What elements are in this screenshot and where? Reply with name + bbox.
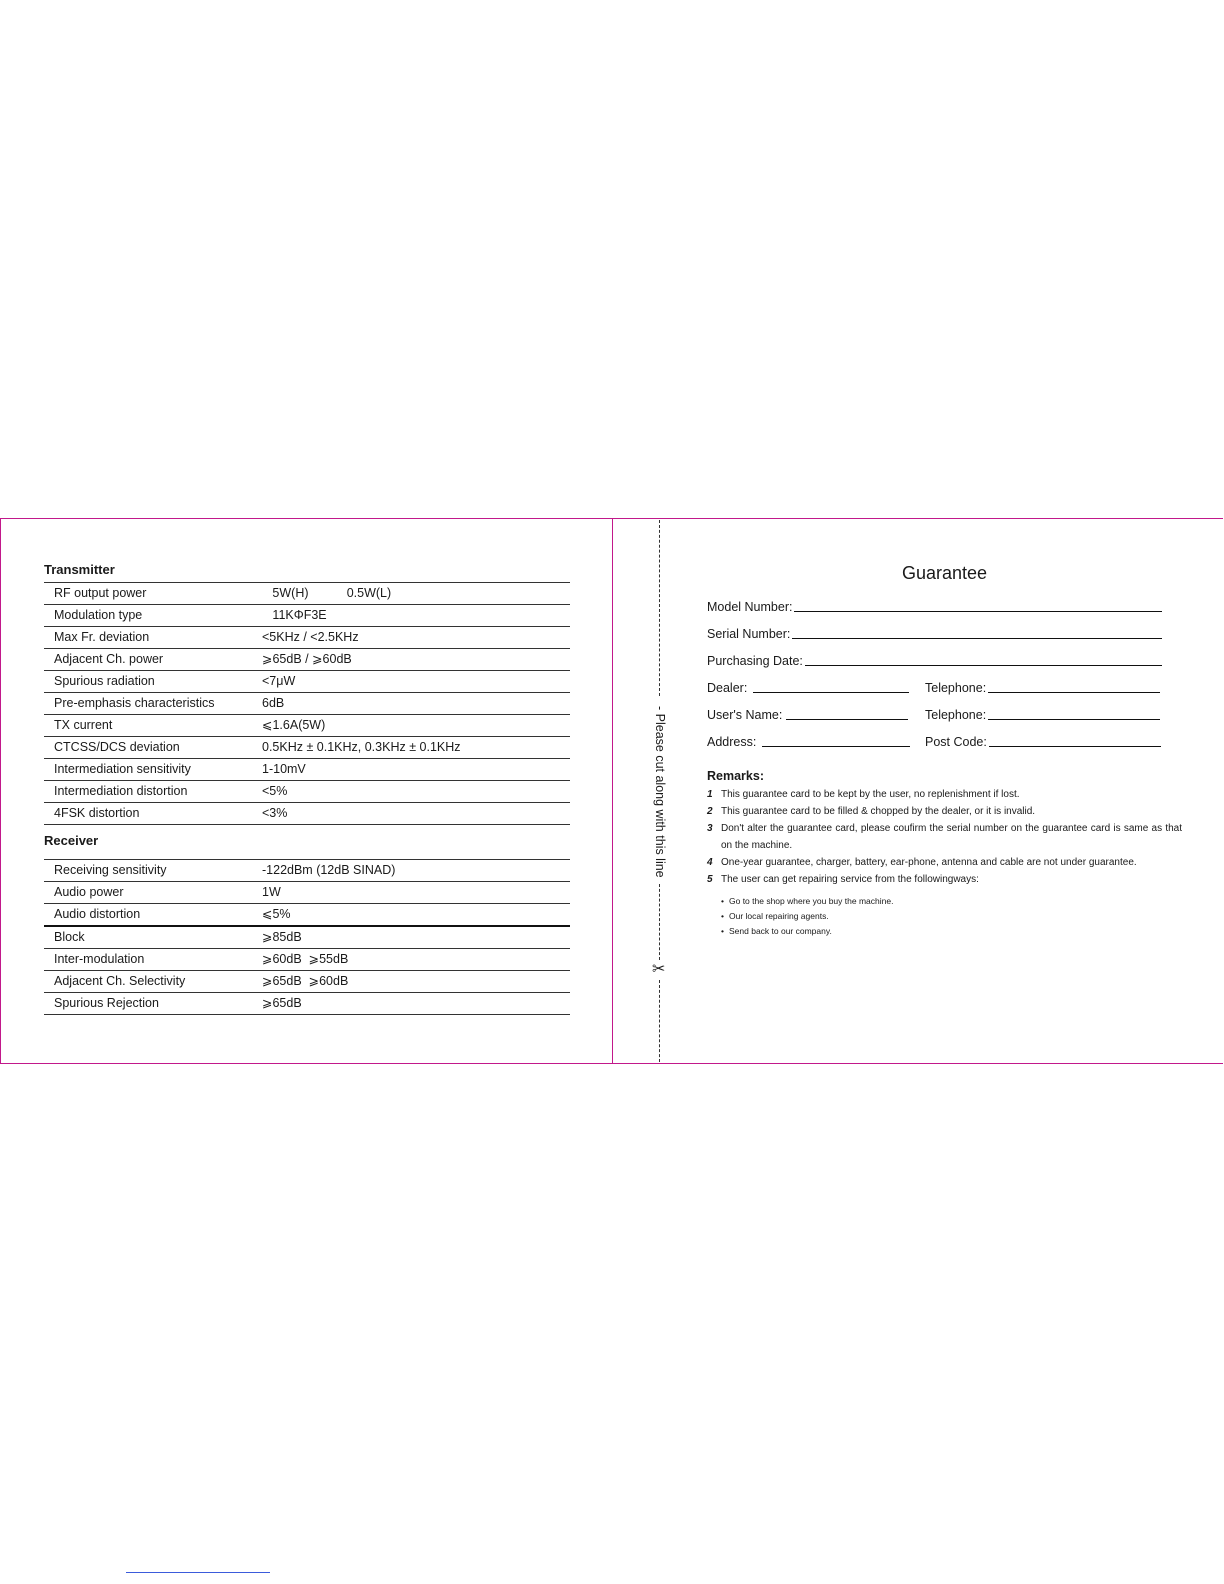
remarks-heading: Remarks:	[707, 769, 764, 783]
spec-value: 1W	[262, 885, 281, 899]
specifications-panel	[44, 558, 570, 1015]
list-item	[707, 909, 1182, 924]
table-row	[44, 693, 570, 715]
spec-value: ⩽5%	[262, 907, 291, 921]
table-row	[44, 949, 570, 971]
spec-value: 11KΦF3E	[262, 608, 327, 622]
serial-number-label: Serial Number:	[707, 627, 791, 641]
spec-label: Audio power	[54, 885, 124, 899]
dealer-line[interactable]	[753, 692, 909, 693]
users-name-row	[707, 696, 1182, 723]
table-row	[44, 904, 570, 927]
spec-value: <3%	[262, 806, 288, 820]
dealer-telephone-field[interactable]	[925, 680, 1160, 696]
post-code-field[interactable]	[925, 734, 1161, 750]
repair-ways-list	[707, 894, 1182, 939]
model-number-label: Model Number:	[707, 600, 793, 614]
table-row	[44, 781, 570, 803]
purchasing-date-row	[707, 642, 1182, 669]
way-text: Go to the shop where you buy the machine.	[729, 896, 894, 906]
model-number-field[interactable]	[707, 599, 1162, 615]
remark-number: 4	[707, 857, 713, 868]
users-name-field[interactable]	[707, 707, 925, 723]
address-line[interactable]	[762, 746, 910, 747]
table-row	[44, 882, 570, 904]
cut-line	[651, 518, 669, 1064]
spec-value: ⩾60dB ⩾55dB	[262, 952, 349, 966]
spec-label: Max Fr. deviation	[54, 630, 150, 644]
spec-value: <5KHz / <2.5KHz	[262, 630, 359, 644]
remark-text: The user can get repairing service from the followingways:	[721, 874, 979, 885]
dealer-telephone-line[interactable]	[988, 692, 1160, 693]
receiver-table	[44, 859, 570, 1015]
receiver-heading: Receiver	[44, 833, 99, 848]
post-code-line[interactable]	[989, 746, 1161, 747]
remark-text: One-year guarantee, charger, battery, ear-phone, antenna and cable are not under guarantee.	[721, 857, 1137, 868]
dealer-row	[707, 669, 1182, 696]
serial-number-line[interactable]	[792, 638, 1162, 639]
spec-label: Receiving sensitivity	[54, 863, 167, 877]
dashed-line-top	[659, 520, 660, 696]
cut-instruction: - Please cut along with this line	[653, 706, 667, 878]
spec-label: Intermediation distortion	[54, 784, 188, 798]
remark-number: 1	[707, 789, 713, 800]
users-name-line[interactable]	[786, 719, 908, 720]
spec-value: ⩾65dB / ⩾60dB	[262, 652, 352, 666]
dealer-label: Dealer:	[707, 681, 748, 695]
scissors-icon: ✂	[652, 961, 666, 978]
table-row	[44, 737, 570, 759]
spec-label: CTCSS/DCS deviation	[54, 740, 180, 754]
remark-text: This guarantee card to be kept by the user, no replenishment if lost.	[721, 789, 1020, 800]
guarantee-title: Guarantee	[901, 563, 988, 583]
remark-number: 2	[707, 806, 713, 817]
spec-label: Audio distortion	[54, 907, 141, 921]
footer-underline	[126, 1572, 270, 1573]
spec-value: ⩾65dB	[262, 996, 302, 1010]
remark-number: 5	[707, 874, 713, 885]
table-row	[44, 927, 570, 949]
remark-text: This guarantee card to be filled & chopped by the dealer, or it is invalid.	[721, 806, 1036, 817]
guarantee-panel	[707, 558, 1182, 939]
table-row	[44, 971, 570, 993]
spec-label: Adjacent Ch. power	[54, 652, 164, 666]
spec-label: 4FSK distortion	[54, 806, 140, 820]
table-row	[44, 860, 570, 882]
address-field[interactable]	[707, 734, 925, 750]
spec-label: TX current	[54, 718, 113, 732]
address-row	[707, 723, 1182, 750]
spec-label: Intermediation sensitivity	[54, 762, 191, 776]
dashed-line-middle	[659, 884, 660, 960]
dashed-line-bottom	[659, 980, 660, 1062]
table-row	[44, 649, 570, 671]
bullet-icon: •	[721, 911, 724, 921]
spec-label: Spurious Rejection	[54, 996, 159, 1010]
spec-value: 0.5KHz ± 0.1KHz, 0.3KHz ± 0.1KHz	[262, 740, 461, 754]
spec-value: <5%	[262, 784, 288, 798]
spec-value: -122dBm (12dB SINAD)	[262, 863, 396, 877]
bullet-icon: •	[721, 926, 724, 936]
address-label: Address:	[707, 735, 757, 749]
way-text: Send back to our company.	[729, 926, 832, 936]
spec-value: 6dB	[262, 696, 285, 710]
serial-number-row	[707, 615, 1182, 642]
spec-label: Inter-modulation	[54, 952, 145, 966]
list-item	[707, 894, 1182, 909]
remark-number: 3	[707, 823, 713, 834]
users-name-label: User's Name:	[707, 708, 783, 722]
purchasing-date-field[interactable]	[707, 653, 1162, 669]
spec-label: Block	[54, 930, 85, 944]
bullet-icon: •	[721, 896, 724, 906]
spec-label: RF output power	[54, 586, 147, 600]
serial-number-field[interactable]	[707, 626, 1162, 642]
user-telephone-line[interactable]	[988, 719, 1160, 720]
purchasing-date-line[interactable]	[805, 665, 1162, 666]
dealer-field[interactable]	[707, 680, 925, 696]
remark-item	[707, 854, 1182, 871]
panel-divider	[612, 518, 613, 1064]
list-item	[707, 924, 1182, 939]
remark-item	[707, 820, 1182, 854]
table-row	[44, 627, 570, 649]
remark-item	[707, 786, 1182, 803]
spec-value: 1-10mV	[262, 762, 306, 776]
table-row	[44, 803, 570, 825]
spec-value: 5W(H) 0.5W(L)	[262, 586, 392, 600]
table-row	[44, 671, 570, 693]
user-telephone-field[interactable]	[925, 707, 1160, 723]
spec-label: Adjacent Ch. Selectivity	[54, 974, 186, 988]
spec-value: ⩽1.6A(5W)	[262, 718, 326, 732]
remark-item	[707, 803, 1182, 820]
remark-text: Don't alter the guarantee card, please coufirm the serial number on the guarantee card is same as that on the machine.	[721, 823, 1182, 851]
table-row	[44, 715, 570, 737]
spec-value: <7μW	[262, 674, 296, 688]
user-telephone-label: Telephone:	[925, 708, 987, 722]
spec-value: ⩾85dB	[262, 930, 302, 944]
transmitter-table	[44, 582, 570, 825]
model-number-row	[707, 588, 1182, 615]
table-row	[44, 583, 570, 605]
spec-label: Spurious radiation	[54, 674, 155, 688]
spec-label: Pre-emphasis characteristics	[54, 696, 215, 710]
post-code-label: Post Code:	[925, 735, 987, 749]
table-row	[44, 605, 570, 627]
transmitter-heading: Transmitter	[44, 562, 115, 577]
dealer-telephone-label: Telephone:	[925, 681, 987, 695]
spec-label: Modulation type	[54, 608, 143, 622]
table-row	[44, 759, 570, 781]
model-number-line[interactable]	[794, 611, 1162, 612]
purchasing-date-label: Purchasing Date:	[707, 654, 803, 668]
table-row	[44, 993, 570, 1015]
way-text: Our local repairing agents.	[729, 911, 829, 921]
spec-value: ⩾65dB ⩾60dB	[262, 974, 349, 988]
remark-item	[707, 871, 1182, 888]
